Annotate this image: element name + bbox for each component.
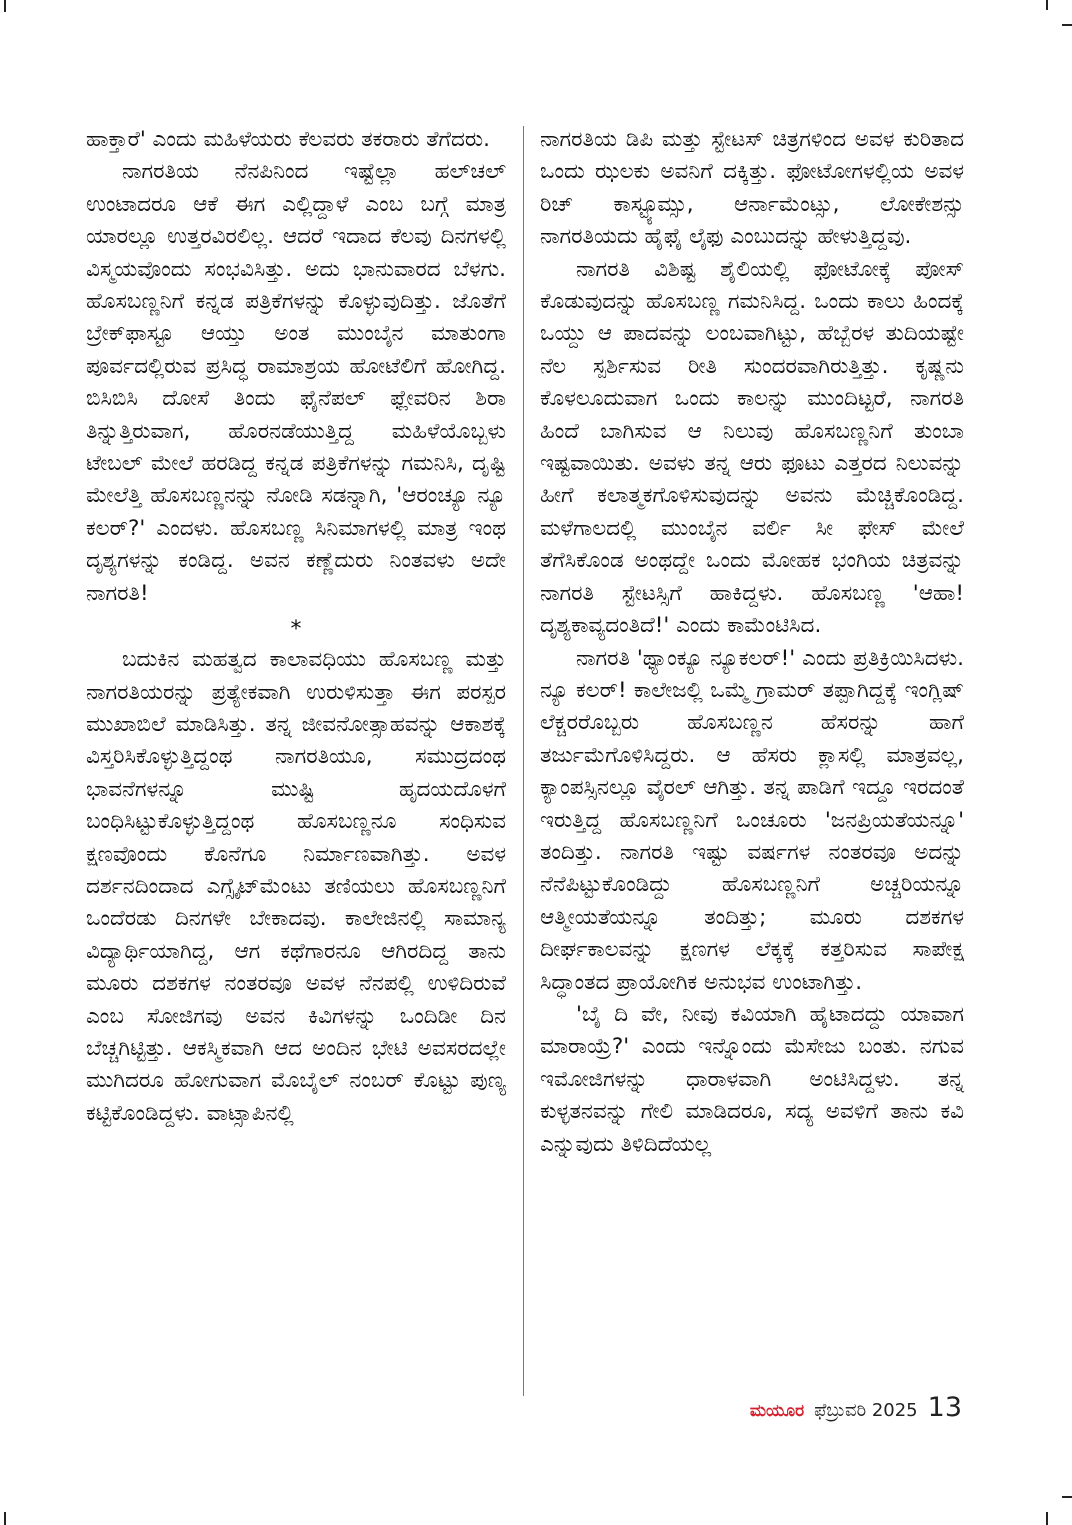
crop-mark — [4, 1512, 6, 1525]
right-column — [540, 124, 964, 1161]
crop-mark — [1062, 24, 1072, 26]
paragraph: ಹಾಕ್ತಾರೆ' ಎಂದು ಮಹಿಳೆಯರು ಕೆಲವರು ತಕರಾರು ತೆಗೆದರು. — [86, 127, 490, 152]
issue-date: ಫೆಬ್ರುವರಿ 2025 — [814, 1400, 918, 1421]
magazine-logo: ಮಯೂರ — [749, 1401, 805, 1421]
paragraph: ನಾಗರತಿಯ ನೆನಪಿನಿಂದ ಇಷ್ಟೆಲ್ಲಾ ಹಲ್‌ಚಲ್ ಉಂಟಾದರೂ ಆಕೆ ಈಗ ಎಲ್ಲಿದ್ದಾಳೆ ಎಂಬ ಬಗ್ಗೆ ಮಾತ್ರ ಯಾರಲ್ಲೂ ಉತ್ತರವಿರಲಿಲ್ಲ. ಆದರೆ ಇದಾದ ಕೆಲವು ದಿನಗಳಲ್ಲಿ ವಿಸ್ಮಯವೊಂದು ಸಂಭವಿಸಿತ್ತು. ಅದು ಭಾನುವಾರದ ಬೆಳಗು. ಹೊಸಬಣ್ಣನಿಗೆ ಕನ್ನಡ ಪತ್ರಿಕೆಗಳನ್ನು ಕೊಳ್ಳುವುದಿತ್ತು. ಜೊತೆಗೆ ಬ್ರೇಕ್‌ಫಾಸ್ಟೂ ಆಯ್ತು ಅಂತ ಮುಂಬೈನ ಮಾತುಂಗಾ ಪೂರ್ವದಲ್ಲಿರುವ ಪ್ರಸಿದ್ಧ ರಾಮಾಶ್ರಯ ಹೋಟೆಲಿಗೆ ಹೋಗಿದ್ದ. ಬಿಸಿಬಿಸಿ ದೋಸೆ ತಿಂದು ಫೈನೆಪಲ್ ಫ್ಲೇವರಿನ ಶಿರಾ ತಿನ್ನುತ್ತಿರುವಾಗ, ಹೊರನಡೆಯುತ್ತಿದ್ದ ಮಹಿಳೆಯೊಬ್ಬಳು ಟೇಬಲ್ ಮೇಲೆ ಹರಡಿದ್ದ ಕನ್ನಡ ಪತ್ರಿಕೆಗಳನ್ನು ಗಮನಿಸಿ, ದೃಷ್ಟಿ ಮೇಲೆತ್ತಿ ಹೊಸಬಣ್ಣನನ್ನು ನೋಡಿ ಸಡನ್ನಾಗಿ, 'ಆರಂಚ್ಯೂ ನ್ಯೂ ಕಲರ್?' ಎಂದಳು. ಹೊಸಬಣ್ಣ ಸಿನಿಮಾಗಳಲ್ಲಿ ಮಾತ್ರ ಇಂಥ ದೃಶ್ಯಗಳನ್ನು ಕಂಡಿದ್ದ. ಅವನ ಕಣ್ಣೆದುರು ನಿಂತವಳು ಅದೇ ನಾಗರತಿ! — [86, 159, 506, 606]
crop-mark — [4, 0, 6, 12]
page-number: 13 — [927, 1392, 962, 1423]
paragraph: ಬದುಕಿನ ಮಹತ್ವದ ಕಾಲಾವಧಿಯು ಹೊಸಬಣ್ಣ ಮತ್ತು ನಾಗರತಿಯರನ್ನು ಪ್ರತ್ಯೇಕವಾಗಿ ಉರುಳಿಸುತ್ತಾ ಈಗ ಪರಸ್ಪರ ಮುಖಾಬಿಲೆ ಮಾಡಿಸಿತ್ತು. ತನ್ನ ಜೀವನೋತ್ಸಾಹವನ್ನು ಆಕಾಶಕ್ಕೆ ವಿಸ್ತರಿಸಿಕೊಳ್ಳುತ್ತಿದ್ದಂಥ ನಾಗರತಿಯೂ, ಸಮುದ್ರದಂಥ ಭಾವನೆಗಳನ್ನೂ ಮುಷ್ಟಿ ಹೃದಯದೊಳಗೆ ಬಂಧಿಸಿಟ್ಟುಕೊಳ್ಳುತ್ತಿದ್ದಂಥ ಹೊಸಬಣ್ಣನೂ ಸಂಧಿಸುವ ಕ್ಷಣವೊಂದು ಕೊನೆಗೂ ನಿರ್ಮಾಣವಾಗಿತ್ತು. ಅವಳ ದರ್ಶನದಿಂದಾದ ಎಗ್ಸೈಟ್‌ಮೆಂಟು ತಣಿಯಲು ಹೊಸಬಣ್ಣನಿಗೆ ಒಂದೆರಡು ದಿನಗಳೇ ಬೇಕಾದವು. ಕಾಲೇಜಿನಲ್ಲಿ ಸಾಮಾನ್ಯ ವಿದ್ಯಾರ್ಥಿಯಾಗಿದ್ದ, ಆಗ ಕಥೆಗಾರನೂ ಆಗಿರದಿದ್ದ ತಾನು ಮೂರು ದಶಕಗಳ ನಂತರವೂ ಅವಳ ನೆನಪಲ್ಲಿ ಉಳಿದಿರುವೆ ಎಂಬ ಸೋಜಿಗವು ಅವನ ಕಿವಿಗಳನ್ನು ಒಂದಿಡೀ ದಿನ ಬೆಚ್ಚಗಿಟ್ಟಿತ್ತು. ಆಕಸ್ಮಿಕವಾಗಿ ಆದ ಅಂದಿನ ಭೇಟಿ ಅವಸರದಲ್ಲೇ ಮುಗಿದರೂ ಹೋಗುವಾಗ ಮೊಬೈಲ್ ನಂಬರ್ ಕೊಟ್ಟು ಪುಣ್ಯ ಕಟ್ಟಿಕೊಂಡಿದ್ದಳು. ವಾಟ್ಸಾಪಿನಲ್ಲಿ — [86, 647, 506, 1126]
column-divider — [523, 126, 524, 1396]
crop-mark — [1046, 1512, 1048, 1525]
page-footer — [750, 1392, 962, 1423]
paragraph: ನಾಗರತಿ ವಿಶಿಷ್ಟ ಶೈಲಿಯಲ್ಲಿ ಫೋಟೋಕ್ಕೆ ಪೋಸ್ ಕೊಡುವುದನ್ನು ಹೊಸಬಣ್ಣ ಗಮನಿಸಿದ್ದ. ಒಂದು ಕಾಲು ಹಿಂದಕ್ಕೆ ಒಯ್ದು ಆ ಪಾದವನ್ನು ಲಂಬವಾಗಿಟ್ಟು, ಹೆಬ್ಬೆರಳ ತುದಿಯಷ್ಟೇ ನೆಲ ಸ್ಪರ್ಶಿಸುವ ರೀತಿ ಸುಂದರವಾಗಿರುತ್ತಿತ್ತು. ಕೃಷ್ಣನು ಕೊಳಲೂದುವಾಗ ಒಂದು ಕಾಲನ್ನು ಮುಂದಿಟ್ಟರೆ, ನಾಗರತಿ ಹಿಂದೆ ಬಾಗಿಸುವ ಆ ನಿಲುವು ಹೊಸಬಣ್ಣನಿಗೆ ತುಂಬಾ ಇಷ್ಟವಾಯಿತು. ಅವಳು ತನ್ನ ಆರು ಫೂಟು ಎತ್ತರದ ನಿಲುವನ್ನು ಹೀಗೆ ಕಲಾತ್ಮಕಗೊಳಿಸುವುದನ್ನು ಅವನು ಮೆಚ್ಚಿಕೊಂಡಿದ್ದ. ಮಳೆಗಾಲದಲ್ಲಿ ಮುಂಬೈನ ವರ್ಲಿ ಸೀ ಫೇಸ್ ಮೇಲೆ ತೆಗೆಸಿಕೊಂಡ ಅಂಥದ್ದೇ ಒಂದು ಮೋಹಕ ಭಂಗಿಯ ಚಿತ್ರವನ್ನು ನಾಗರತಿ ಸ್ಟೇಟಸ್ಸಿಗೆ ಹಾಕಿದ್ದಳು. ಹೊಸಬಣ್ಣ 'ಆಹಾ! ದೃಶ್ಯಕಾವ್ಯದಂತಿದೆ!' ಎಂದು ಕಾಮೆಂಟಿಸಿದ. — [540, 256, 964, 639]
paragraph: ನಾಗರತಿಯ ಡಿಪಿ ಮತ್ತು ಸ್ಟೇಟಸ್ ಚಿತ್ರಗಳಿಂದ ಅವಳ ಕುರಿತಾದ ಒಂದು ಝಲಕು ಅವನಿಗೆ ದಕ್ಕಿತ್ತು. ಫೋಟೋಗಳಲ್ಲಿಯ ಅವಳ ರಿಚ್ ಕಾಸ್ಟ್ಯೂಮ್ಸು, ಆರ್ನಾಮೆಂಟ್ಸು, ಲೋಕೇಶನ್ಸು ನಾಗರತಿಯದು ಹೈಫೈ ಲೈಫು ಎಂಬುದನ್ನು ಹೇಳುತ್ತಿದ್ದವು. — [540, 127, 964, 250]
crop-mark — [1046, 0, 1048, 10]
crop-mark — [1062, 1496, 1072, 1498]
paragraph: ನಾಗರತಿ 'ಥ್ಯಾಂಕ್ಯೂ ನ್ಯೂಕಲರ್!' ಎಂದು ಪ್ರತಿಕ್ರಿಯಿಸಿದಳು. ನ್ಯೂ ಕಲರ್! ಕಾಲೇಜಲ್ಲಿ ಒಮ್ಮೆ ಗ್ರಾಮರ್ ತಪ್ಪಾಗಿದ್ದಕ್ಕೆ ಇಂಗ್ಲಿಷ್ ಲೆಕ್ಚರರೊಬ್ಬರು ಹೊಸಬಣ್ಣನ ಹೆಸರನ್ನು ಹಾಗೆ ತರ್ಜುಮೆಗೊಳಿಸಿದ್ದರು. ಆ ಹೆಸರು ಕ್ಲಾಸಲ್ಲಿ ಮಾತ್ರವಲ್ಲ, ಕ್ಯಾಂಪಸ್ಸಿನಲ್ಲೂ ವೈರಲ್ ಆಗಿತ್ತು. ತನ್ನ ಪಾಡಿಗೆ ಇದ್ದೂ ಇರದಂತೆ ಇರುತ್ತಿದ್ದ ಹೊಸಬಣ್ಣನಿಗೆ ಒಂಚೂರು 'ಜನಪ್ರಿಯತೆಯನ್ನೂ' ತಂದಿತ್ತು. ನಾಗರತಿ ಇಷ್ಟು ವರ್ಷಗಳ ನಂತರವೂ ಅದನ್ನು ನೆನೆಪಿಟ್ಟುಕೊಂಡಿದ್ದು ಹೊಸಬಣ್ಣನಿಗೆ ಅಚ್ಚರಿಯನ್ನೂ ಆತ್ಮೀಯತೆಯನ್ನೂ ತಂದಿತ್ತು; ಮೂರು ದಶಕಗಳ ದೀರ್ಘಕಾಲವನ್ನು ಕ್ಷಣಗಳ ಲೆಕ್ಕಕ್ಕೆ ಕತ್ತರಿಸುವ ಸಾಪೇಕ್ಷ ಸಿದ್ಧಾಂತದ ಪ್ರಾಯೋಗಿಕ ಅನುಭವ ಉಂಟಾಗಿತ್ತು. — [540, 645, 964, 995]
left-column — [86, 124, 506, 1130]
section-separator: * — [290, 617, 302, 643]
paragraph: 'ಬೈ ದಿ ವೇ, ನೀವು ಕವಿಯಾಗಿ ಹೈಟಾದದ್ದು ಯಾವಾಗ ಮಾರಾಯ್ರೆ?' ಎಂದು ಇನ್ನೊಂದು ಮೆಸೇಜು ಬಂತು. ನಗುವ ಇಮೋಜಿಗಳನ್ನು ಧಾರಾಳವಾಗಿ ಅಂಟಿಸಿದ್ದಳು. ತನ್ನ ಕುಳ್ಳತನವನ್ನು ಗೇಲಿ ಮಾಡಿದರೂ, ಸದ್ಯ ಅವಳಿಗೆ ತಾನು ಕವಿ ಎನ್ನುವುದು ತಿಳಿದಿದೆಯಲ್ಲ — [540, 1001, 964, 1157]
